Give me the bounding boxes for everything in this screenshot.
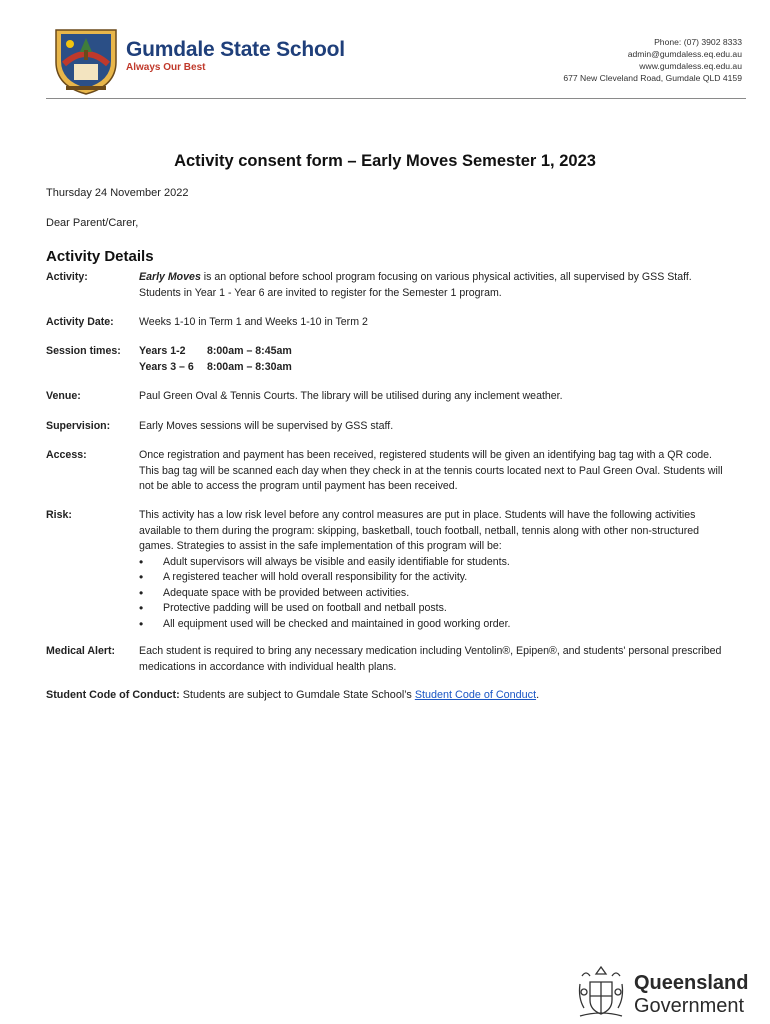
contact-email: admin@gumdaless.eq.edu.au — [627, 49, 742, 59]
session-years: Years 1-2 — [139, 345, 186, 357]
school-crest-icon — [52, 24, 120, 96]
activity-description: is an optional before school program focusing on various physical activities, all supervised by GSS Staff. Students in Year 1 - Year 6 are invited to register for the Semester 1 program. — [139, 271, 692, 299]
session-years: Years 3 – 6 — [139, 360, 194, 373]
session-time: 8:00am – 8:45am — [207, 345, 292, 357]
detail-label: Venue: — [46, 390, 81, 402]
list-item: • A registered teacher will hold overall responsibility for the activity. — [139, 570, 729, 586]
detail-value — [139, 508, 729, 632]
program-name: Early Moves — [139, 271, 201, 283]
contact-address: 677 New Cleveland Road, Gumdale QLD 4159 — [563, 73, 742, 83]
detail-value — [139, 270, 729, 301]
detail-value: Weeks 1-10 in Term 1 and Weeks 1-10 in Term 2 — [139, 316, 368, 328]
letter-date: Thursday 24 November 2022 — [46, 187, 189, 199]
detail-value: Each student is required to bring any necessary medication including Ventolin®, Epipen®, and students' personal prescribed medications in accordance with individual health plans. — [139, 645, 722, 673]
session-time: 8:00am – 8:30am — [207, 360, 292, 373]
school-motto: Always Our Best — [126, 62, 206, 73]
footer-queensland: Queensland — [634, 972, 749, 994]
list-item: • All equipment used will be checked and maintained in good working order. — [139, 617, 729, 633]
salutation: Dear Parent/Carer, — [46, 217, 139, 229]
code-of-conduct-text: Students are subject to Gumdale State School’s — [179, 689, 415, 701]
risk-strategies-list — [139, 555, 729, 633]
code-of-conduct-link[interactable]: Student Code of Conduct — [414, 689, 537, 701]
session-row — [139, 360, 729, 376]
code-of-conduct-end: . — [536, 689, 540, 701]
detail-label: Activity: — [46, 271, 88, 283]
queensland-government-logo — [574, 964, 754, 1020]
section-heading: Activity Details — [46, 248, 154, 265]
detail-value: Once registration and payment has been received, registered students will be given an identifying bag tag with a QR code. This bag tag will be scanned each day when they check in at the tennis courts located next to Paul Green Oval. Students will not be able to access the program until payment has been received. — [139, 449, 723, 492]
detail-label: Medical Alert: — [46, 645, 116, 657]
document-title: Activity consent form – Early Moves Semester 1, 2023 — [174, 152, 596, 170]
header-divider — [46, 98, 746, 99]
detail-label: Supervision: — [46, 420, 111, 432]
detail-value: Paul Green Oval & Tennis Courts. The library will be utilised during any inclement weather. — [139, 390, 563, 402]
list-item: • Adult supervisors will always be visible and easily identifiable for students. — [139, 555, 729, 571]
detail-label: Access: — [46, 449, 87, 461]
detail-label: Risk: — [46, 509, 72, 521]
school-name: Gumdale State School — [126, 38, 345, 61]
footer-government: Government — [634, 995, 745, 1017]
detail-value — [139, 344, 729, 375]
risk-description: This activity has a low risk level before any control measures are put in place. Students will have the following activities available to them during the program: skipping, basketball, touch football, netball, tennis along with other non-structured games. Strategies to assist in the safe implementation of this program will be: — [139, 509, 700, 552]
detail-label: Activity Date: — [46, 316, 114, 328]
list-item: • Protective padding will be used on football and netball posts. — [139, 601, 729, 617]
contact-phone: Phone: (07) 3902 8333 — [654, 37, 742, 47]
queensland-coat-of-arms-icon — [574, 964, 628, 1020]
list-item: • Adequate space with be provided between activities. — [139, 586, 729, 602]
contact-block — [563, 36, 742, 84]
session-row — [139, 344, 729, 360]
code-of-conduct-line — [46, 689, 539, 701]
contact-website: www.gumdaless.eq.edu.au — [639, 61, 742, 71]
code-of-conduct-label: Student Code of Conduct: — [46, 689, 180, 701]
detail-label: Session times: — [46, 345, 121, 357]
detail-value: Early Moves sessions will be supervised by GSS staff. — [139, 420, 394, 432]
